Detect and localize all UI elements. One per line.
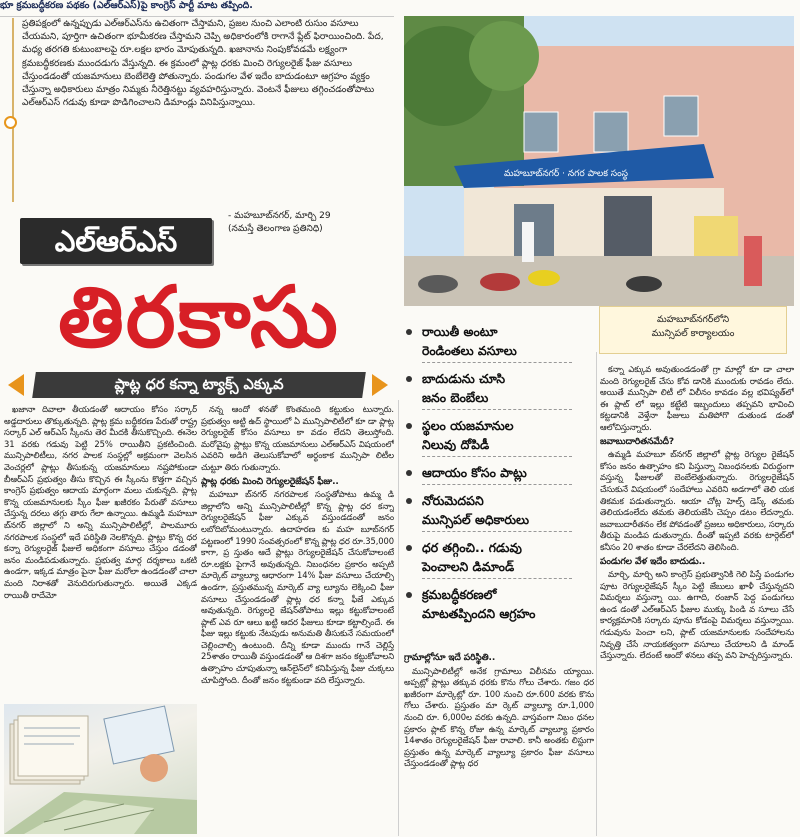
divider bbox=[422, 484, 572, 485]
column-d-paragraph: కన్నా ఎక్కువ అవుతుండడంతో గ్రా మాల్లో కూ డా చాలా మంది రెగ్యులరైజ్‌ చేసు కోవ డానికి ముందుకు రావడం లేదు. అయితే మున్సిపా లిటీ లో విలీనం కావడం వల్ల భవిష్యత్‌లో ఈ ప్లాట్‌ లో ఇల్లు కట్టేటి ఇబ్బందులు తప్పవని భావించి కట్టడానికి వెళ్తేనా ఫీజులు మతిపోగొ డుతుండ డంతో ఆలోచిస్తున్నారు. bbox=[600, 364, 794, 432]
divider bbox=[422, 531, 572, 532]
highlight-line: స్థలం యజమానుల bbox=[422, 418, 514, 433]
documents-illustration bbox=[4, 704, 197, 834]
column-d-subheading: జవాబుదారితనమేదీ? bbox=[600, 436, 674, 447]
highlight-item bbox=[404, 538, 594, 579]
article-column-d bbox=[600, 364, 794, 836]
column-b-subheading: ప్లాట్ల ధరకు మించి రెగ్యులరైజేషన్‌ ఫీజు.. bbox=[201, 476, 339, 487]
highlight-line: మున్సిపల్‌ అధికారులు bbox=[422, 512, 530, 527]
highlight-line: నిలువు దోపిడీ bbox=[422, 437, 490, 452]
divider bbox=[422, 456, 572, 457]
column-c-subheading: గ్రామాల్లోనూ ఇదే పరిస్థితి.. bbox=[404, 653, 496, 663]
highlight-item bbox=[404, 369, 594, 410]
highlights-list bbox=[404, 322, 594, 640]
column-b-paragraph: నన్న ఆందో ళనతో కొంతమంది కట్టుకుం టున్నారు. ప్రభుత్వం అట్టి ఉద్‌ స్థాయిలో ఏ మున్సిపాలిటీలో కూ డా ప్లాట్ల రెగ్యులరైజ్‌ కోసం వసూలు కా వడం లేదని తెలుస్తోంది. మరోవైపు ప్లాట్లు కొన్న యజమానులు ఎల్‌ఆర్‌ఎస్‌ విషయంలో ఎవరిని అడిగి తెలుసుకోవాలో అర్థంకాక మున్సిపా లిటీల చుట్టూ తిరు గుతున్నారు. bbox=[201, 404, 394, 472]
kicker-text: ఎల్‌ఆర్‌ఎస్‌ bbox=[54, 224, 178, 258]
top-story-heading: భూ క్రమబద్ధీకరణ పథకం (ఎల్‌ఆర్‌ఎస్‌)పై కాంగ్రెస్‌ పార్టీ మాట తప్పింది. bbox=[0, 0, 394, 17]
photo-caption bbox=[599, 306, 787, 354]
column-d-paragraph: ఉమ్మడి మహబూ బ్‌నగర్‌ జిల్లాలో ప్లాట్ల రెగ్యుల రైజేషన్‌ కోసం జనం ఉత్సాహం కని పిస్తున్నా నిబంధనలకు విరుద్ధంగా వస్తున్న ఫీజులతో బెంబేలెత్తుతున్నారు. రెగ్యులరైజేషన్‌ చేసుకునే విషయంలో సందేహాలు ఎవరిని అడగాలో తెలి యక తికమక పడుతున్నారు. ఆయా చోట్ల హెల్ప్‌ డెస్క్‌ తమకు తెలియడంలేదు తమకు తెలియజేసి చెప్పం డటం లేదన్నారు. జవాబుదారీతనం లేక పోవడంతో ప్రజలు అధికారులు, సర్కారు తీరుపై మండిప డుతున్నారు. దీంతో ఇప్పటి వరకు టార్గెట్‌లో కనీసం 20 శాతం కూడా చేరలేదని తెలిసింది. bbox=[600, 449, 794, 552]
divider bbox=[422, 362, 572, 363]
column-d-subheading: పండుగల వేళ ఇదేం బాదుడు.. bbox=[600, 556, 706, 567]
article-column-a bbox=[4, 404, 197, 700]
column-b-paragraph: మహబూ బ్‌నగర్‌ నగరపాలక సంస్థతోపాటు ఉమ్మ డి జిల్లాలోని అన్ని మున్సిపాలిటీల్లో కొన్న ప్లాట్ల ధర కన్నా రెగ్యులరైజేషన్‌ ఫీజు ఎక్కువ వస్తుండడంతో జనం లబోదిబోమంటున్నారు. ఉదాహరణ కు మహ బూబ్‌నగర్‌ పట్టణంలో 1990 సంవత్సరంలో కొన్న ప్లాట్ల ధర రూ.35,000 కాగా, ప్ర స్తుతం ఆదే ప్లాట్లు రెగ్యులరైజేషన్‌ చేసుకోవాలంటే రూ.లక్షకు పైగానే అవుతున్నది. నిబంధనల ప్రకారం అప్పటి మార్కెట్‌ వ్యాల్యూ ఆధారంగా 14% ఫీజు వసూలు చేయాల్సి ఉండగా, ప్రస్తుతమున్న మార్కెట్‌ వ్యా ల్యూను లెక్కించి ఫీజు వసూలు చేస్తుండడంతో ప్లాట్ల ధర కన్నా ఫీజే ఎక్కువ అవుతున్నది. రెగ్యులరై జేషన్‌తోపాటు ఇల్లు కట్టుకోవాలంటే ప్లాట్‌ ఎవ రూ ఆలు ఖట్టి ఆదర ఫీజులు కూడా కట్టాల్సిందే. ఈ ఫీజు ఇల్లు కట్టుకు నేటపుడు అనుమతి తీసుకునే సమయంలో చెల్లించాల్సి ఉంటుంది. దీన్ని కూడా ముందు గానే చెల్లిస్తే 25శాతం రాయితీ వస్తుండడంతో ఆ దిశగా జనం కట్టుకోవాలని ఉత్సాహం చూపుతున్నా ఆన్‌లైన్‌లో కనిపిస్తున్న ఫీజు చుక్కలు చూపిస్తోంది. దీంతో జనం కట్టకుండా వది లేస్తున్నారు. bbox=[201, 489, 394, 685]
highlight-item bbox=[404, 416, 594, 457]
dateline-place: - మహబూబ్‌నగర్‌, మార్చి 29 bbox=[228, 211, 331, 221]
bullet-icon bbox=[406, 470, 412, 476]
documents-illustration-graphic bbox=[4, 704, 197, 834]
article-column-b bbox=[201, 404, 394, 834]
column-divider bbox=[596, 352, 597, 836]
highlight-line: ధర తగ్గించి.. గడువు bbox=[422, 540, 522, 555]
highlight-line: ఆదాయం కోసం పాట్లు bbox=[422, 465, 527, 480]
article-column-c bbox=[404, 650, 594, 836]
top-story-body bbox=[12, 18, 398, 202]
bullet-icon bbox=[406, 545, 412, 551]
highlight-line: రెండింతలు వసూలు bbox=[422, 343, 517, 358]
column-a-paragraph: ఖజానా దివాలా తీయడంతో ఆదాయం కోసం సర్కార్‌ అడ్డదారులు తొక్కుతున్నది. ప్లాట్ల క్రమ బద్ధీకరణ పేరుతో రాష్ట్ర సర్కార్‌ ఎల్‌ ఆర్‌ఎస్‌ స్కీంను తెర మీదకి తీసుకొచ్చింది. ఈనెల 31 వరకు గడువు పెట్టి 25% రాయితీని ప్రకటించింది. మున్సిపాలిటీలు, నగర పాలక సంస్థల్లో అక్రమంగా వెలసిన వెంచర్లలో ప్లాట్లు తీసుకున్న యజమానులు నష్టపోకుండా బీఆర్‌ఎస్‌ ప్రభుత్వం తీసు కొచ్చిన ఈ స్కీంను కొత్తగా వచ్చిన కాంగ్రెస్‌ ప్రభుత్వం ఆదాయ మార్గంగా మలు చుకున్నది. ప్లాట్ల కొన్న యజమానులకు స్కీం ఫీజు ఖజీరకం పేరుతో వసూలు చేస్తున్న దరలు తగ్గు తారు గేలా ఉన్నాయి. ఉమ్మడి మహబూ బ్‌నగర్‌ జిల్లాలో ని అన్ని మున్సిపాలిటీల్లో, పాలమూరు నగరపాలక సంస్థలో ఇదే పరిస్థితి నెలకొన్నది. ప్లాట్లు కొన్న ధర కన్నా రెగ్యులరైజ్‌ ఫీజులే అధికంగా వసూలు చేస్తుం డడంతో జనం మండిపడుతున్నారు. ప్రభుత్వ మార్గ దర్శకాలు ఒకటి ఉండగా, ఇక్కడ మాత్రం పైనా ఫీజు మరోలా ఉండడంతో చాలా మంది నిరాశతో వెనుదిరుగుతున్నారు. అయితే ఎక్కడ రాయితీ రాదేమో bbox=[4, 404, 197, 600]
column-divider bbox=[398, 400, 399, 836]
divider bbox=[422, 409, 572, 410]
highlight-line: రాయితీ అంటూ bbox=[422, 324, 498, 339]
dateline bbox=[228, 210, 394, 236]
office-signboard: మహబూబ్‌నగర్‌ · నగర పాలక సంస్థ bbox=[504, 169, 628, 179]
main-headline: తిరకాసు bbox=[58, 268, 340, 366]
photo-caption-line: మున్సిపల్‌ కార్యాలయం bbox=[651, 328, 735, 339]
municipal-office-photo bbox=[404, 16, 794, 306]
highlight-line: జనం బెంబేలు bbox=[422, 390, 489, 405]
highlight-line: నోరుమెదపని bbox=[422, 493, 484, 508]
column-c-paragraph: మున్సిపాలిటీల్లో అనేక గ్రామాలు విలీనమ య్యాయి. అప్పట్లో ప్లాట్లు తక్కువ ధరకు కొను గోలు చేశారు. గజం ధర ఖజీరంగా మార్కెట్లో రూ. 100 నుంచి రూ.600 వరకు కొను గోలు చేశారు. ప్రస్తుతం మా ర్కెట్‌ వ్యాల్యూ రూ.1,000 నుంచి రూ. 6,000ల వరకు ఉన్నది. వాస్తవంగా నిబం ధనల ప్రకారం ప్లాట్‌ కొన్న రోజు ఉన్న మార్కెట్‌ వ్యాల్యూ ప్రకారం 14శాతం రెగ్యులరైజేషన్‌ ఫీజు రావాలి. కానీ అంతకు లిస్టుగా ప్రస్తుతం ఉన్న మార్కెట్‌ వ్యాల్యూ ప్రకారం ఫీజు వసూలు చేస్తుండడంతో ప్లాట్ల ధర bbox=[404, 665, 594, 769]
divider bbox=[422, 578, 572, 579]
bullet-icon bbox=[406, 376, 412, 382]
bullet-icon bbox=[406, 423, 412, 429]
timeline-dot-icon bbox=[4, 116, 17, 129]
kicker-banner bbox=[20, 218, 212, 264]
municipal-office-photo-graphic bbox=[404, 16, 794, 306]
bullet-icon bbox=[406, 592, 412, 598]
chevron-left-icon bbox=[8, 374, 24, 396]
top-story-paragraph: ప్రతిపక్షంలో ఉన్నప్పుడు ఎల్‌ఆర్‌ఎస్‌ను ఉచితంగా చేస్తామని, ప్రజల నుంచి ఎలాంటి రుసుం వసూలు చేయమని, పూర్తిగా ఉచితంగా భూమీకరణ చేస్తామని చెప్పి అధికారంలోకి రాగానే ప్లేట్‌ ఫిరాయించింది. పేద, మధ్య తరగతి కుటుంబాలపై రూ.లక్షల భారం మోపుతున్నది. ఖజానాను నింపుకోవడమే లక్ష్యంగా క్రమబద్ధీకరణకు ముందడుగు వేస్తున్నది. ఈ క్రమంలో ప్లాట్ల ధరకు మించి రెగ్యులరైజ్‌ ఫీజు వసూలు చేస్తుండడంతో యజమానులు బెంబేలెత్తి పోతున్నారు. పండుగల వేళ ఇదేం బాదుడంటూ ఆగ్రహం వ్యక్తం చేస్తున్నా అధికారులు మాత్రం నిమ్మకు నీరెత్తినట్టు వ్యవహరిస్తున్నారు. వెంటనే ఫీజులు తగ్గించడంతోపాటు ఎల్‌ఆర్‌ఎస్‌ గడువు కూడా పొడిగించాలని డిమాండ్లు వినిపిస్తున్నాయి. bbox=[22, 19, 384, 109]
bullet-icon bbox=[406, 498, 412, 504]
highlight-line: పెంచాలని డిమాండ్‌ bbox=[422, 559, 515, 574]
highlight-item bbox=[404, 463, 594, 485]
highlight-line: బాదుడును చూసి bbox=[422, 371, 506, 386]
highlight-line: మాటతప్పిందని ఆగ్రహం bbox=[422, 606, 536, 621]
dateline-credit: (నమస్తే తెలంగాణ ప్రతినిధి) bbox=[228, 224, 323, 234]
chevron-right-icon bbox=[372, 374, 388, 396]
subheadline-band bbox=[32, 372, 366, 398]
bullet-icon bbox=[406, 329, 412, 335]
subheadline-text: ప్లాట్ల ధర కన్నా ట్యాక్స్‌ ఎక్కువ bbox=[114, 377, 284, 393]
highlight-item bbox=[404, 585, 594, 623]
column-d-paragraph: మార్చి, మార్చి అని కాంగ్రెస్‌ ప్రభుత్వానికి గెలి పిస్తే పండుగల పూట రెగ్యులరైజేషన్‌ స్కీం పెట్టి జేబులు ఖాళీ చేస్తున్నదని విమర్శలు వస్తున్నా యి. ఉగాది, రంజాన్‌ పెద్ద పండుగలు ఉండ డంతో ఎల్‌ఆర్‌ఎస్‌ ఫీజుల ముక్కు పిండి వ సూలు చేసే కార్యక్రమానికి సర్కారు పూను కోడంపై విమర్శలు వస్తున్నాయి. గడువును పెంచా లని, ప్లాట్‌ యజమానులకు సందేహాలను నివృత్తి చేసే నాయకత్వంగా వసూలు చేయాలని డి మాండ్‌ చేస్తున్నారు. లేదంటే ఆందో ళనలు తప్ప వని హెచ్చరిస్తున్నారు. bbox=[600, 569, 794, 661]
highlight-item bbox=[404, 491, 594, 532]
highlight-line: క్రమబద్ధీకరణలో bbox=[422, 587, 497, 602]
highlight-item bbox=[404, 322, 594, 363]
photo-caption-line: మహబూబ్‌నగర్‌లోని bbox=[656, 314, 730, 325]
